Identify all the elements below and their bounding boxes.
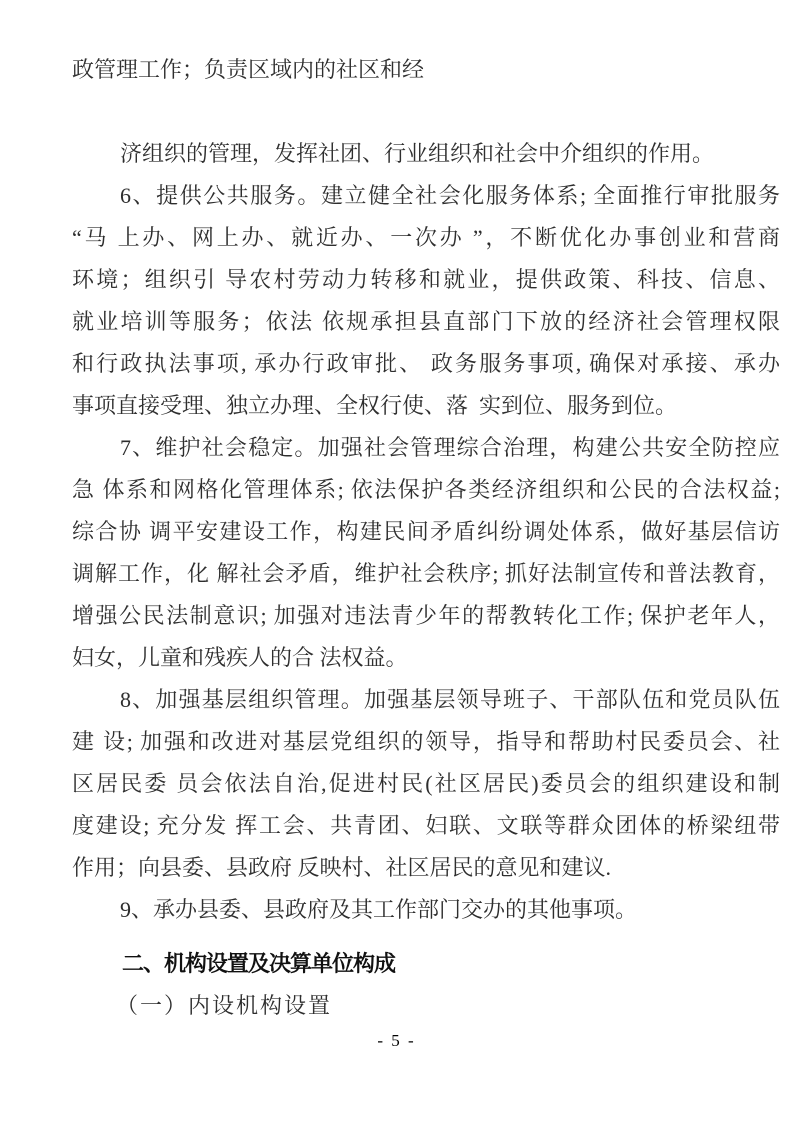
body-line: 政管理工作；负责区域内的社区和经: [72, 57, 425, 82]
section-heading: 二、机构设置及决算单位构成: [122, 951, 396, 976]
body-line: 综合协 调平安建设工作，构建民间矛盾纠纷调处体系，做好基层信访: [72, 519, 780, 544]
body-line: 急 体系和网格化管理体系; 依法保护各类经济组织和公民的合法权益;: [72, 477, 780, 502]
body-line: 度建设; 充分发 挥工会、共青团、妇联、文联等群众团体的桥梁纽带: [72, 813, 780, 838]
body-line: 就业培训等服务；依法 依规承担县直部门下放的经济社会管理权限: [72, 309, 780, 334]
document-body: [72, 49, 780, 1027]
body-line: 8、加强基层组织管理。加强基层领导班子、干部队伍和党员队伍: [120, 687, 780, 712]
body-line: 建 设; 加强和改进对基层党组织的领导，指导和帮助村民委员会、社: [72, 729, 780, 754]
body-line: 环境；组织引 导农村劳动力转移和就业，提供政策、科技、信息、: [72, 267, 780, 292]
body-line: 作用；向县委、县政府 反映村、社区居民的意见和建议.: [72, 855, 612, 880]
body-line: 济组织的管理，发挥社团、行业组织和社会中介组织的作用。: [120, 141, 715, 166]
page-number: - 5 -: [377, 1031, 416, 1050]
body-line: 增强公民法制意识; 加强对违法青少年的帮教转化工作; 保护老年人，: [72, 603, 780, 628]
body-line: 事项直接受理、独立办理、全权行使、落 实到位、服务到位。: [72, 393, 678, 418]
body-line: 区居民委 员会依法自治,促进村民(社区居民)委员会的组织建设和制: [72, 771, 780, 796]
body-line: 和行政执法事项, 承办行政审批、 政务服务事项, 确保对承接、承办: [72, 351, 780, 376]
body-line: “马 上办、网上办、就近办、一次办 ”，不断优化办事创业和营商: [72, 225, 780, 250]
body-line: 妇女，儿童和残疾人的合 法权益。: [72, 645, 408, 670]
body-line: 6、提供公共服务。建立健全社会化服务体系; 全面推行审批服务: [120, 183, 780, 208]
body-line: 9、承办县委、县政府及其工作部门交办的其他事项。: [120, 897, 638, 922]
body-line: 调解工作，化 解社会矛盾，维护社会秩序; 抓好法制宣传和普法教育，: [72, 561, 780, 586]
subsection-heading: （一）内设机构设置: [116, 993, 333, 1018]
body-line: 7、维护社会稳定。加强社会管理综合治理，构建公共安全防控应: [120, 435, 780, 460]
